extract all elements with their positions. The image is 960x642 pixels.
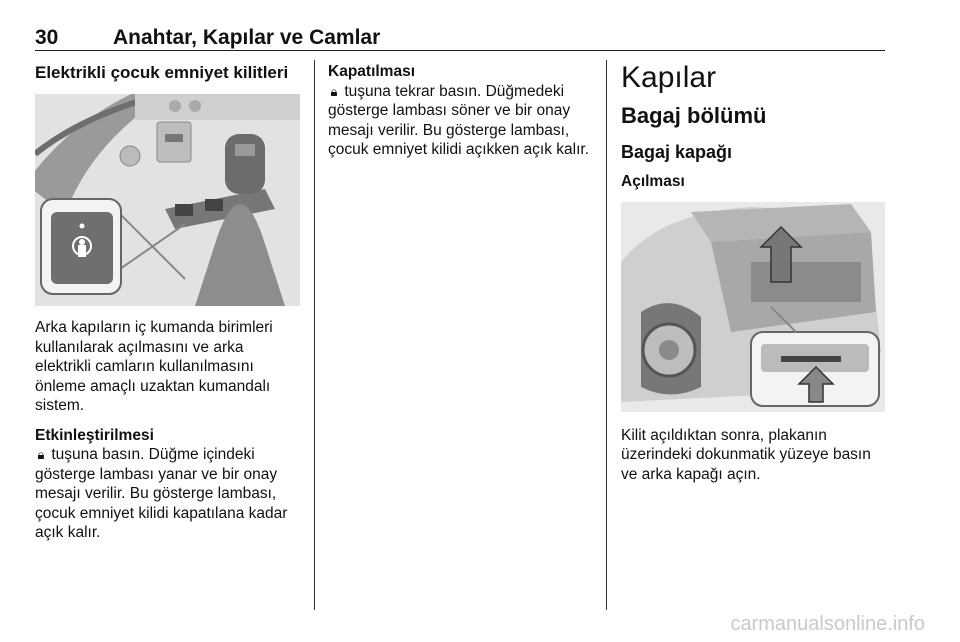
column-child-lock: [35, 62, 300, 543]
child-lock-intro: Arka kapıların iç kumanda birimleri kullanılarak açılmasını ve arka elektrikli camların kullanılmasını önleme amaçlı uzaktan kumandalı sistem.: [35, 319, 273, 414]
section-title: Elektrikli çocuk emniyet kilitleri: [35, 63, 289, 82]
doors-title: Kapılar: [621, 61, 717, 94]
child-lock-icon: 🔒︎: [37, 447, 45, 462]
child-lock-illustration: [35, 94, 300, 306]
activate-text: tuşuna basın. Düğme içindeki gösterge lambası yanar ve bir onay mesajı verilir. Bu gösterge lambası, çocuk emniyet kilidi kapatılana kadar açık kalır.: [35, 446, 288, 541]
page-number: 30: [35, 26, 59, 49]
open-heading: Açılması: [621, 173, 685, 190]
column-deactivate: [328, 62, 590, 160]
deactivate-text: tuşuna tekrar basın. Düğmedeki gösterge lambası söner ve bir onay mesajı verilir. Bu gösterge lambası, çocuk emniyet kilidi açıkken açık kalır.: [328, 82, 590, 158]
activate-heading: Etkinleştirilmesi: [35, 426, 154, 444]
page-header: [35, 26, 885, 51]
column-doors: [621, 60, 885, 484]
activate-paragraph: [35, 445, 300, 543]
chapter-title: Anahtar, Kapılar ve Camlar: [113, 26, 381, 49]
deactivate-paragraph: [328, 82, 590, 160]
open-text: Kilit açıldıktan sonra, plakanın üzerindeki dokunmatik yüzeye basın ve arka kapağı açın.: [621, 426, 871, 483]
column-divider: [606, 60, 607, 610]
tailgate-subtitle: Bagaj kapağı: [621, 142, 733, 162]
tailgate-illustration: [621, 202, 885, 412]
column-divider: [314, 60, 315, 610]
luggage-subtitle: Bagaj bölümü: [621, 103, 767, 128]
watermark: carmanualsonline.info: [730, 613, 925, 635]
deactivate-heading: Kapatılması: [328, 63, 416, 80]
child-lock-icon: 🔒︎: [330, 83, 338, 99]
